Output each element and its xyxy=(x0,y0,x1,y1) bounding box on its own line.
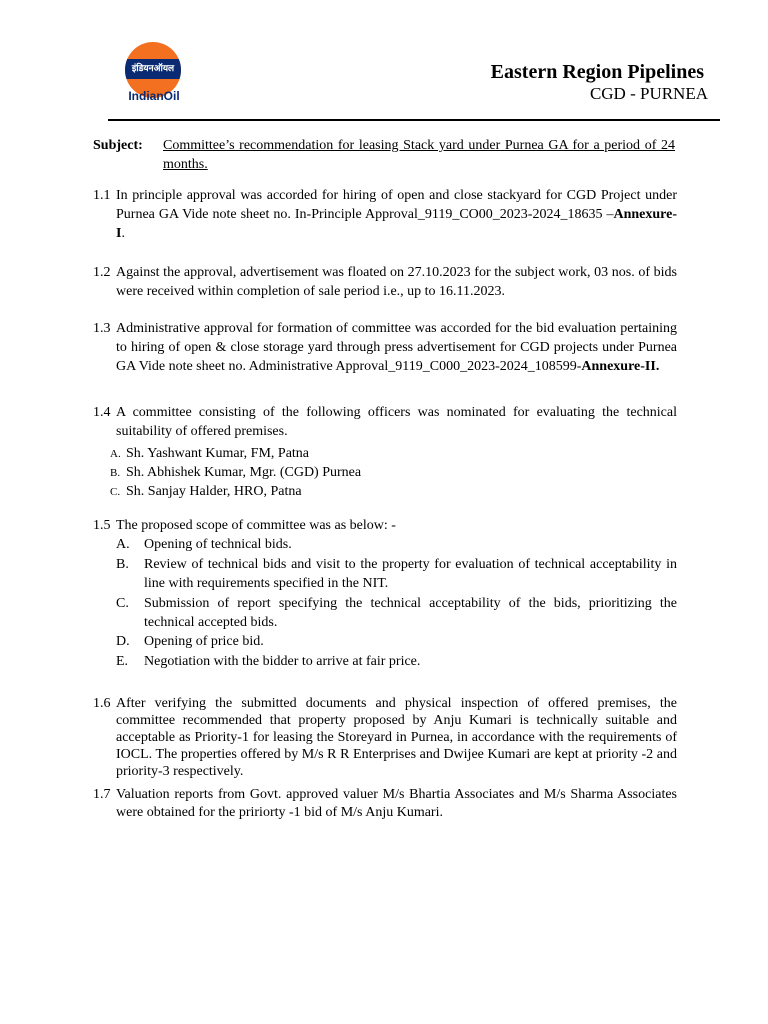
indianoil-logo xyxy=(111,42,197,106)
scope-item: E. Negotiation with the bidder to arrive at fair price. xyxy=(116,654,421,669)
committee-member: B. Sh. Abhishek Kumar, Mgr. (CGD) Purnea xyxy=(110,465,362,480)
paragraph-1-3 xyxy=(93,319,677,376)
scope-item: B. Review of technical bids and visit to the property for evaluation of technical acceptability in line with requirements specified in the NIT. xyxy=(116,557,677,591)
paragraph-body: Against the approval, advertisement was floated on 27.10.2023 for the subject work, 03 nos. of bids were received within completion of sale period i.e., up to 16.11.2023. xyxy=(116,265,677,299)
paragraph-number: 1.2 xyxy=(93,265,111,280)
paragraph-body: Administrative approval for formation of committee was accorded for the bid evaluation pertaining to hiring of open & close storage yard through press advertisement for CGD projects under Purnea GA Vide note sheet no. Administrative Approval_9119_C000_2023-2024_108599-Annexure-II. xyxy=(116,321,677,374)
subject-label: Subject: xyxy=(93,138,143,153)
header-title: Eastern Region Pipelines xyxy=(490,61,704,83)
subject-text: Committee’s recommendation for leasing Stack yard under Purnea GA for a period of 24 months. xyxy=(163,138,675,172)
paragraph-1-5 xyxy=(93,516,677,535)
logo-band-text: इंडियनऑयल xyxy=(125,59,181,79)
paragraph-1-4 xyxy=(93,403,677,441)
paragraph-1-7 xyxy=(93,786,677,822)
paragraph-body: After verifying the submitted documents and physical inspection of offered premises, the committee recommended that property proposed by Anju Kumari is technically suitable and acceptable as Priority-1 for leasing the Storeyard in Purnea, in accordance with the requirements of IOCL. The properties offered by M/s R R Enterprises and Dwijee Kumari are kept at priority -2 and priority-3 respectively. xyxy=(116,696,677,779)
paragraph-body: The proposed scope of committee was as below: - xyxy=(116,518,396,533)
paragraph-1-2 xyxy=(93,263,677,301)
committee-member: C. Sh. Sanjay Halder, HRO, Patna xyxy=(110,484,302,499)
paragraph-number: 1.4 xyxy=(93,405,111,420)
header-subtitle: CGD - PURNEA xyxy=(589,84,708,103)
paragraph-body: A committee consisting of the following officers was nominated for evaluating the technical suitability of offered premises. xyxy=(116,405,677,439)
header-divider xyxy=(108,119,720,121)
paragraph-number: 1.1 xyxy=(93,188,111,203)
committee-member: A. Sh. Yashwant Kumar, FM, Patna xyxy=(110,446,310,461)
paragraph-number: 1.7 xyxy=(93,787,111,802)
logo-wordmark: IndianOil xyxy=(128,89,180,103)
paragraph-body: In principle approval was accorded for hiring of open and close stackyard for CGD Project under Purnea GA Vide note sheet no. In-Principle Approval_9119_CO00_2023-2024_18635 –Annexure-I. xyxy=(116,188,677,241)
paragraph-number: 1.6 xyxy=(93,696,111,711)
scope-item: C. Submission of report specifying the technical acceptability of the bids, prioritizing the technical accepted bids. xyxy=(116,596,677,630)
paragraph-number: 1.5 xyxy=(93,518,111,533)
paragraph-1-1 xyxy=(93,186,677,243)
annexure-ref: Annexure-I xyxy=(116,207,677,241)
subject-block xyxy=(93,136,675,174)
paragraph-number: 1.3 xyxy=(93,321,111,336)
scope-item: A. Opening of technical bids. xyxy=(116,537,292,552)
annexure-ref: Annexure-II. xyxy=(581,359,660,374)
paragraph-body: Valuation reports from Govt. approved valuer M/s Bhartia Associates and M/s Sharma Associates were obtained for the pririorty -1 bid of M/s Anju Kumari. xyxy=(116,787,677,820)
scope-item: D. Opening of price bid. xyxy=(116,634,264,649)
paragraph-1-6 xyxy=(93,695,677,780)
